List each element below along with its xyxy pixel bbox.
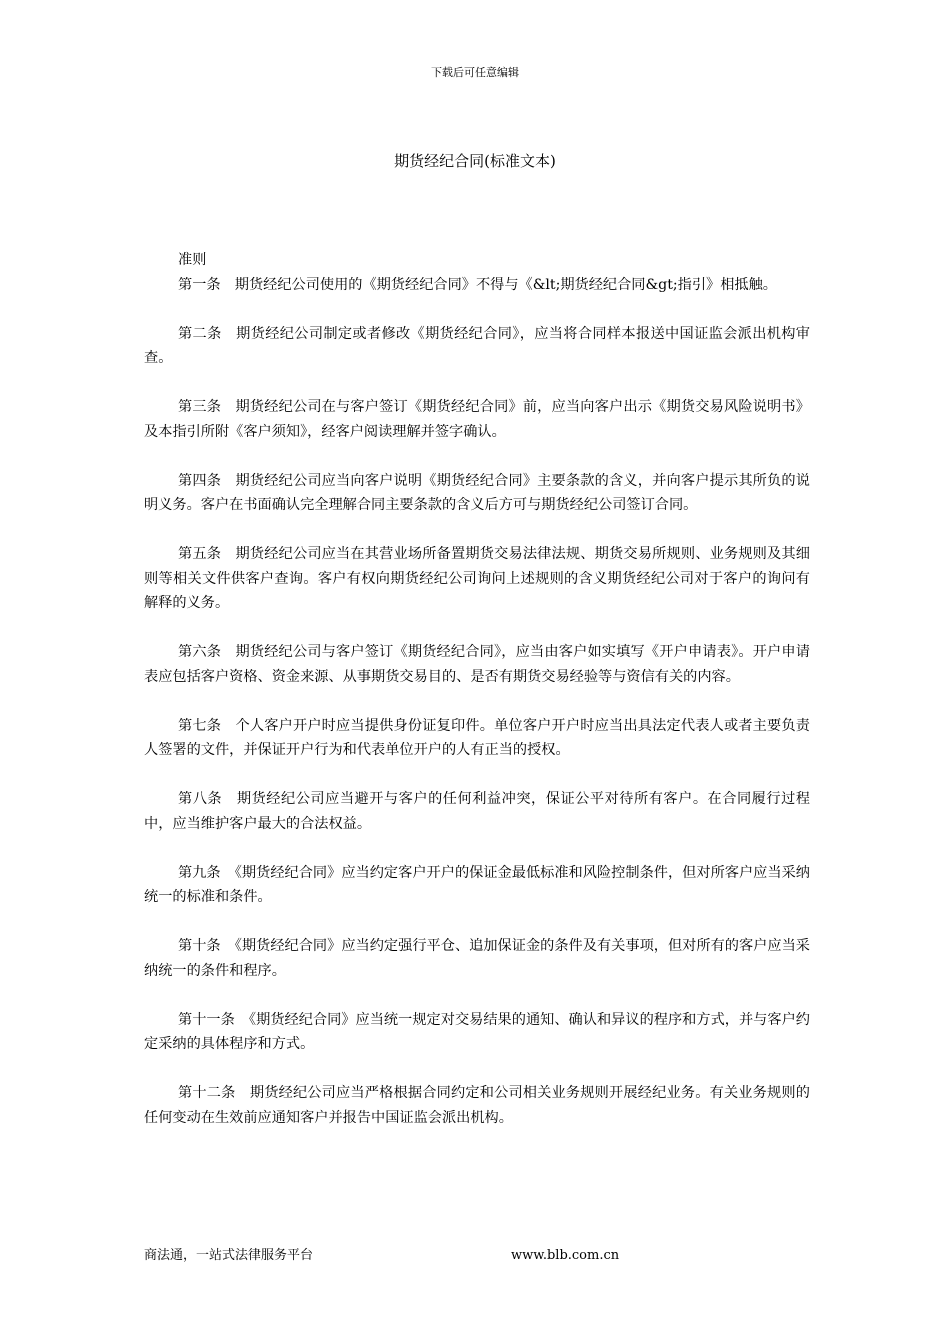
article-8 (144, 787, 810, 836)
article-text: 期货经纪公司应当避开与客户的任何利益冲突，保证公平对待所有客户。在合同履行过程中，应当维护客户最大的合法权益。 (144, 791, 810, 832)
article-3 (144, 395, 810, 444)
article-10 (144, 934, 810, 983)
article-label: 第十二条 (178, 1085, 236, 1101)
article-label: 第八条 (178, 791, 223, 807)
footer-brand: 商法通，一站式法律服务平台 (144, 1248, 314, 1263)
article-label: 第九条 (178, 864, 221, 881)
footer-url: www.blb.com.cn (511, 1248, 620, 1263)
article-text: 期货经纪公司与客户签订《期货经纪合同》，应当由客户如实填写《开户申请表》。开户申请表应包括客户资格、资金来源、从事期货交易目的、是否有期货交易经验等与资信有关的内容。 (144, 644, 810, 685)
article-text: 《期货经纪合同》应当约定强行平仓、追加保证金的条件及有关事项，但对所有的客户应当采纳统一的条件和程序。 (144, 938, 810, 979)
article-5 (144, 542, 810, 616)
article-11 (144, 1008, 810, 1057)
article-text: 《期货经纪合同》应当统一规定对交易结果的通知、确认和异议的程序和方式，并与客户约定采纳的具体程序和方式。 (144, 1011, 810, 1052)
article-text: 期货经纪公司使用的《期货经纪合同》不得与《&lt;期货经纪合同&gt;指引》相抵触。 (234, 276, 777, 293)
article-text: 期货经纪公司制定或者修改《期货经纪合同》，应当将合同样本报送中国证监会派出机构审查。 (144, 325, 810, 366)
article-label: 第二条 (178, 325, 222, 342)
article-label: 第十一条 (178, 1011, 235, 1028)
article-4 (144, 469, 810, 518)
article-1 (144, 273, 810, 298)
article-text: 期货经纪公司应当严格根据合同约定和公司相关业务规则开展经纪业务。有关业务规则的任何变动在生效前应通知客户并报告中国证监会派出机构。 (144, 1085, 810, 1126)
article-text: 个人客户开户时应当提供身份证复印件。单位客户开户时应当出具法定代表人或者主要负责人签署的文件，并保证开户行为和代表单位开户的人有正当的授权。 (144, 717, 810, 758)
document-body (144, 248, 810, 1155)
article-label: 第五条 (178, 546, 222, 562)
article-text: 《期货经纪合同》应当约定客户开户的保证金最低标准和风险控制条件，但对所客户应当采纳统一的标准和条件。 (144, 864, 810, 905)
article-7 (144, 714, 810, 763)
article-label: 第十条 (178, 938, 221, 954)
article-2 (144, 322, 810, 371)
article-text: 期货经纪公司应当向客户说明《期货经纪合同》主要条款的含义，并向客户提示其所负的说明义务。客户在书面确认完全理解合同主要条款的含义后方可与期货经纪公司签订合同。 (144, 472, 810, 513)
header-note: 下载后可任意编辑 (431, 66, 519, 79)
article-label: 第三条 (178, 399, 222, 415)
article-12 (144, 1081, 810, 1130)
article-9 (144, 861, 810, 910)
article-label: 第一条 (178, 276, 221, 293)
article-text: 期货经纪公司应当在其营业场所备置期货交易法律法规、期货交易所规则、业务规则及其细则等相关文件供客户查询。客户有权向期货经纪公司询问上述规则的含义期货经纪公司对于客户的询问有解释的义务。 (144, 546, 810, 611)
article-label: 第七条 (178, 717, 222, 734)
article-text: 期货经纪公司在与客户签订《期货经纪合同》前，应当向客户出示《期货交易风险说明书》及本指引所附《客户须知》，经客户阅读理解并签字确认。 (144, 399, 810, 440)
section-heading: 准则 (178, 252, 207, 268)
document-title: 期货经纪合同(标准文本) (394, 152, 556, 170)
article-label: 第六条 (178, 644, 222, 660)
article-label: 第四条 (178, 472, 222, 489)
article-6 (144, 640, 810, 689)
